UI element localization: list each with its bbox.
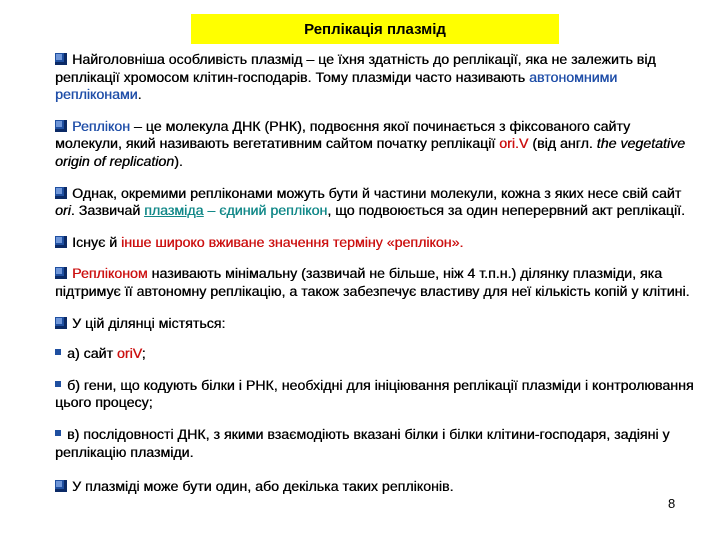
p2-text-2: (від англ. [528, 136, 597, 153]
paragraph-7 [55, 346, 695, 364]
p4-text: Існує й [72, 234, 122, 251]
p3-text-2: . Зазвичай [70, 203, 145, 220]
square-bullet-icon [55, 430, 61, 436]
paragraph-3 [55, 186, 695, 221]
paragraph-10 [55, 479, 695, 497]
p7-oriv: oriV [116, 346, 142, 363]
p3-single-replicon: єдиний реплікон [219, 203, 328, 220]
p2-text: – це молекула ДНК (РНК), подвоєння якої починається з фіксованого сайту молекули, який називають вегетативним сайтом початку реплікації [55, 118, 631, 153]
p3-dash: – [203, 203, 220, 220]
square-bullet-icon [55, 381, 61, 387]
q-bullet-icon [55, 120, 67, 132]
square-bullet-icon [55, 349, 61, 355]
q-bullet-icon [55, 53, 67, 65]
p9-text: в) послідовності ДНК, з якими взаємодіють вказані білки і білки клітини-господаря, задіяні у реплікацію плазміди. [55, 426, 670, 461]
page-number: 8 [668, 496, 676, 511]
q-bullet-icon [55, 267, 67, 279]
p4-other-meaning: інше широко вживане значення терміну «реплікон». [121, 234, 464, 251]
p10-text: У плазміді може бути один, або декілька таких репліконів. [72, 479, 454, 496]
p7-end: ; [141, 346, 146, 363]
paragraph-9 [55, 427, 695, 462]
p1-text: Найголовніша особливість плазмід – це їхня здатність до реплікації, яка не залежить від реплікації хромосом клітин-господарів. Тому плазміди часто називають [55, 52, 656, 86]
q-bullet-icon [55, 317, 67, 329]
paragraph-8 [55, 378, 695, 413]
p2-replicon-term: Реплікон [72, 118, 130, 135]
p3-plasmid: плазміда [144, 203, 204, 220]
p3-text: Однак, окремими репліконами можуть бути й частини молекули, кожна з яких несе свій сайт [72, 185, 682, 202]
paragraph-5 [55, 266, 695, 301]
paragraph-4 [55, 235, 695, 253]
p2-end: ). [174, 153, 183, 170]
p1-autonomous-replicons: автономними репліконами [55, 69, 618, 104]
q-bullet-icon [55, 187, 67, 199]
p6-text: У цій ділянці містяться: [72, 315, 226, 332]
q-bullet-icon [55, 236, 67, 248]
p7-text: а) сайт [67, 346, 117, 363]
p1-end: . [137, 87, 142, 104]
p5-replicon-term: Репліконом [72, 266, 148, 283]
slide-title [191, 14, 559, 44]
p5-text: називають мінімальну (зазвичай не більше, ніж 4 т.п.н.) ділянку плазміди, яка підтримує її автономну реплікацію, а також забезпечує властиву для неї кількість копій у клітині. [55, 266, 690, 300]
p2-english-term: the vegetative origin of replication [55, 136, 685, 170]
p3-end: , що подвоюється за один неперервний акт реплікації. [327, 203, 685, 220]
paragraph-2 [55, 119, 695, 172]
q-bullet-icon [55, 480, 67, 492]
paragraph-1 [55, 52, 695, 105]
paragraph-6 [55, 316, 695, 334]
p3-ori: ori [55, 203, 71, 220]
slide-content [55, 52, 695, 497]
slide-title-text: Реплікація плазмід [304, 20, 446, 38]
p2-oriv: ori.V [499, 136, 529, 153]
p8-text: б) гени, що кодують білки і РНК, необхідні для ініціювання реплікації плазміди і контролювання цього процесу; [55, 377, 694, 412]
